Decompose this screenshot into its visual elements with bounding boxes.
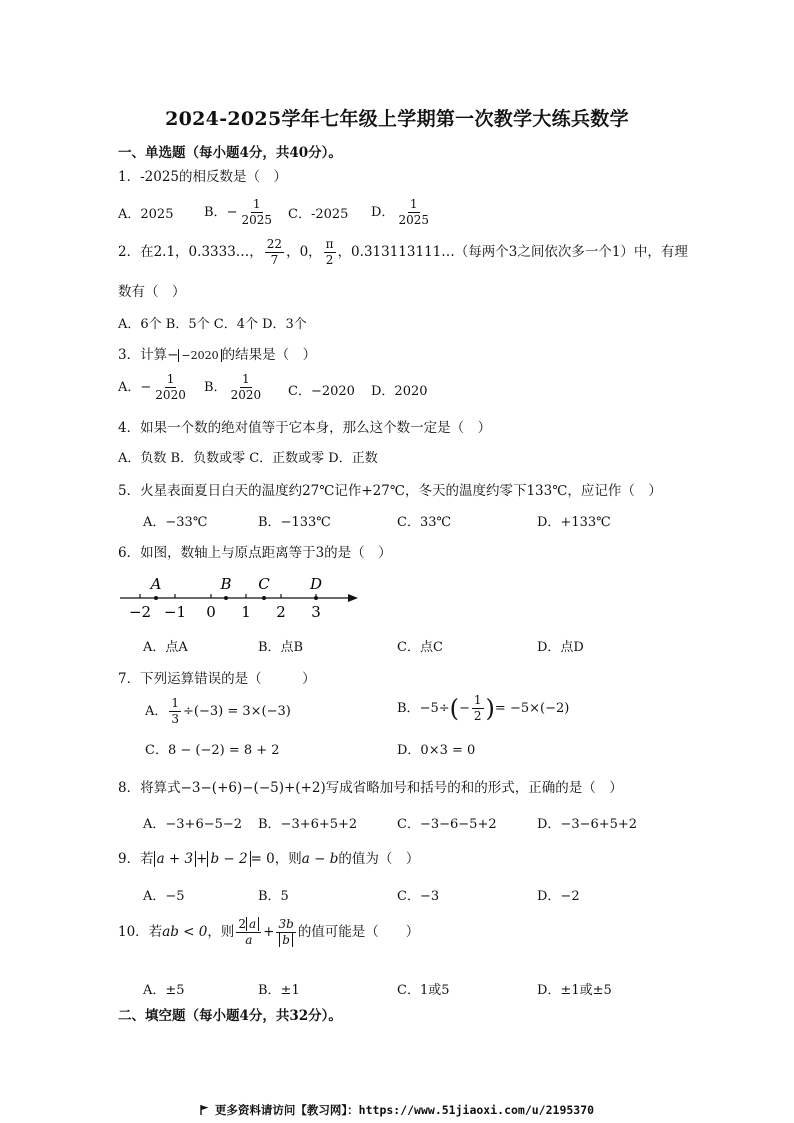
footer-link[interactable]: 更多资料请访问【教习网】：https://www.51jiaoxi.com/u/2195370 [0, 1102, 794, 1118]
number-line-tick-label: 1 [241, 603, 251, 621]
number-line-point [224, 596, 228, 600]
section-heading-fill-in: 二、填空题（每小题4分，共32分）。 [118, 1008, 342, 1024]
question-10-stem: 10．若ab < 0，则 $\frac{2 a}{a}$ + $\frac{3b}{b}$ 的值可能是（ ） [118, 917, 420, 947]
number-line-point [314, 596, 318, 600]
question-10-option-b: B．±1 [258, 983, 300, 998]
question-5-stem: 5．火星表面夏日白天的温度约27℃记作+27℃，冬天的温度约零下133℃，应记作（ ） [118, 483, 662, 499]
number-line-point-label: D [309, 575, 323, 593]
question-8-option-b: B．−3+6+5+2 [258, 817, 358, 832]
question-2-options: A．6个 B．5个 C．4个 D．3个 [118, 317, 307, 332]
question-7-option-b: B．−5÷(− $\frac{1}{2}$ )= −5×(−2) [397, 693, 570, 723]
question-3-option-a: A．− $\frac{1}{2020}$ [118, 372, 186, 402]
question-1-option-b: B．− $\frac{1}{2025}$ [204, 197, 273, 227]
question-1-stem: 1．-2025的相反数是（ ） [118, 169, 288, 185]
flag-icon [200, 1105, 209, 1115]
number-line-tick-label: −2 [128, 603, 152, 621]
question-7-option-d: D．0×3 = 0 [397, 743, 476, 758]
page-title: 2024-2025学年七年级上学期第一次教学大练兵数学 [165, 108, 629, 130]
question-6-option-c: C．点C [397, 640, 443, 655]
question-2-stem-line2: 数有（ ） [118, 284, 186, 300]
question-10-option-d: D．±1或±5 [537, 983, 612, 998]
question-4-options: A．负数 B．负数或零 C．正数或零 D．正数 [118, 451, 378, 466]
question-3-stem: 3．计算− −2020 的结果是（ ） [118, 347, 317, 363]
number-line-point [262, 596, 266, 600]
number-line-arrow [348, 594, 358, 602]
number-line-tick-label: 3 [311, 603, 321, 621]
question-5-option-c: C．33℃ [397, 515, 452, 530]
question-10-option-a: A．±5 [143, 983, 185, 998]
question-7-option-a: A． $\frac{1}{3}$ ÷(−3) = 3×(−3) [145, 696, 291, 726]
question-6-option-a: A．点A [143, 640, 188, 655]
question-8-option-c: C．−3−6−5+2 [397, 817, 497, 832]
question-10-option-c: C．1或5 [397, 983, 450, 998]
question-9-option-a: A．−5 [143, 889, 185, 904]
question-1-option-d: D． $\frac{1}{2025}$ [371, 197, 429, 227]
question-8-option-d: D．−3−6+5+2 [537, 817, 638, 832]
number-line-point-label: A [150, 575, 162, 593]
question-9-option-d: D．−2 [537, 889, 580, 904]
question-8-stem: 8．将算式−3−(+6)−(−5)+(+2)写成省略加号和括号的和的形式，正确的是（ ） [118, 780, 623, 796]
question-9-option-b: B．5 [258, 889, 289, 904]
question-8-option-a: A．−3+6−5−2 [143, 817, 243, 832]
question-1-option-a: A．2025 [118, 207, 174, 222]
number-line-point-label: B [220, 575, 232, 593]
question-5-option-d: D．+133℃ [537, 515, 611, 530]
number-line-tick-label: 2 [276, 603, 286, 621]
question-7-option-c: C．8 − (−2) = 8 + 2 [145, 743, 280, 758]
question-6-stem: 6．如图，数轴上与原点距离等于3的是（ ） [118, 545, 392, 561]
question-9-stem: 9．若 a + 3 + b − 2 = 0，则a − b的值为（ ） [118, 851, 420, 867]
question-9-option-c: C．−3 [397, 889, 440, 904]
question-3-option-b: B． $\frac{1}{2020}$ [204, 372, 262, 402]
number-line-point-label: C [258, 575, 270, 593]
number-line-point [154, 596, 158, 600]
number-line-figure [118, 572, 368, 624]
question-2-stem: 2．在2.1，0.3333…， $\frac{22}{7}$ ，0， $\frac{\pi}{2}$ ，0.313113111…（每两个3之间依次多一个1）中，有理 [118, 237, 688, 267]
number-line-tick-label: −1 [163, 603, 187, 621]
question-7-stem: 7．下列运算错误的是（ ） [118, 671, 316, 687]
question-4-stem: 4．如果一个数的绝对值等于它本身，那么这个数一定是（ ） [118, 420, 492, 436]
question-6-option-b: B．点B [258, 640, 304, 655]
question-5-option-b: B．−133℃ [258, 515, 331, 530]
question-5-option-a: A．−33℃ [143, 515, 208, 530]
question-3-option-d: D．2020 [371, 384, 428, 399]
section-heading-single-choice: 一、单选题（每小题4分，共40分）。 [118, 145, 342, 161]
question-3-option-c: C．−2020 [288, 384, 355, 399]
number-line-tick-label: 0 [206, 603, 216, 621]
question-6-option-d: D．点D [537, 640, 584, 655]
question-1-option-c: C．-2025 [288, 207, 349, 222]
